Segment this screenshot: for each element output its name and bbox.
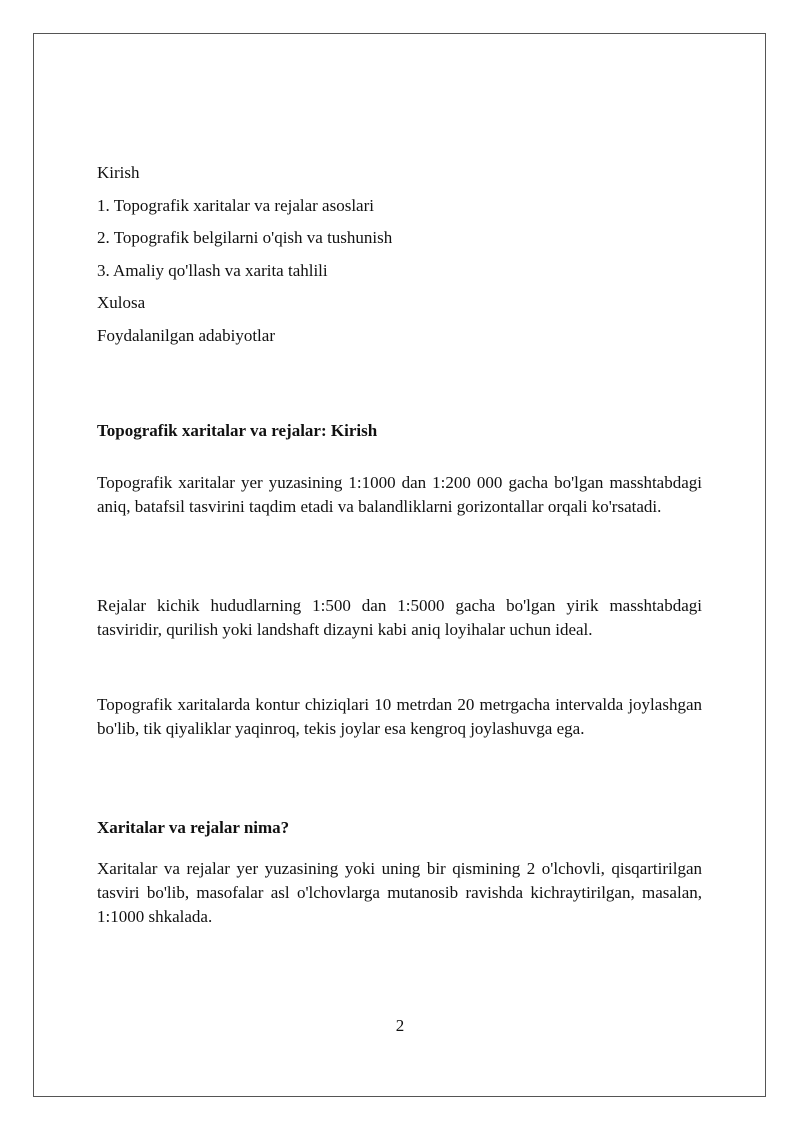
table-of-contents [97, 161, 702, 356]
toc-item-chapter-2: 2. Topografik belgilarni o'qish va tushunish [97, 228, 393, 247]
toc-item-intro: Kirish [97, 163, 140, 182]
toc-item-chapter-1: 1. Topografik xaritalar va rejalar asoslari [97, 195, 374, 215]
paragraph-plans: Rejalar kichik hududlarning 1:500 dan 1:5000 gacha bo'lgan yirik masshtabdagi tasviridir, qurilish yoki landshaft dizayni kabi aniq loyihalar uchun ideal. [97, 596, 702, 639]
paragraph-topographic-maps: Topografik xaritalar yer yuzasining 1:1000 dan 1:200 000 gacha bo'lgan masshtabdagi aniq, batafsil tasvirini taqdim etadi va balandliklarni gorizontallar orqali ko'rsatadi. [97, 473, 702, 516]
page-number: 2 [395, 1016, 405, 1035]
section-heading-what-are-maps: Xaritalar va rejalar nima? [97, 818, 290, 837]
toc-item-chapter-3: 3. Amaliy qo'llash va xarita tahlili [97, 260, 328, 280]
section-heading-intro: Topografik xaritalar va rejalar: Kirish [97, 421, 378, 440]
toc-item-references: Foydalanilgan adabiyotlar [97, 325, 275, 345]
paragraph-maps-definition: Xaritalar va rejalar yer yuzasining yoki uning bir qismining 2 o'lchovli, qisqartirilgan tasviri bo'lib, masofalar asl o'lchovlarga mutanosib ravishda kichraytirilgan, masalan, 1:1000 shkalada. [97, 859, 702, 926]
paragraph-contour-lines: Topografik xaritalarda kontur chiziqlari 10 metrdan 20 metrgacha intervalda joylashgan bo'lib, tik qiyaliklar yaqinroq, tekis joylar esa kengroq joylashuvga ega. [97, 695, 702, 738]
toc-item-conclusion: Xulosa [97, 293, 146, 312]
